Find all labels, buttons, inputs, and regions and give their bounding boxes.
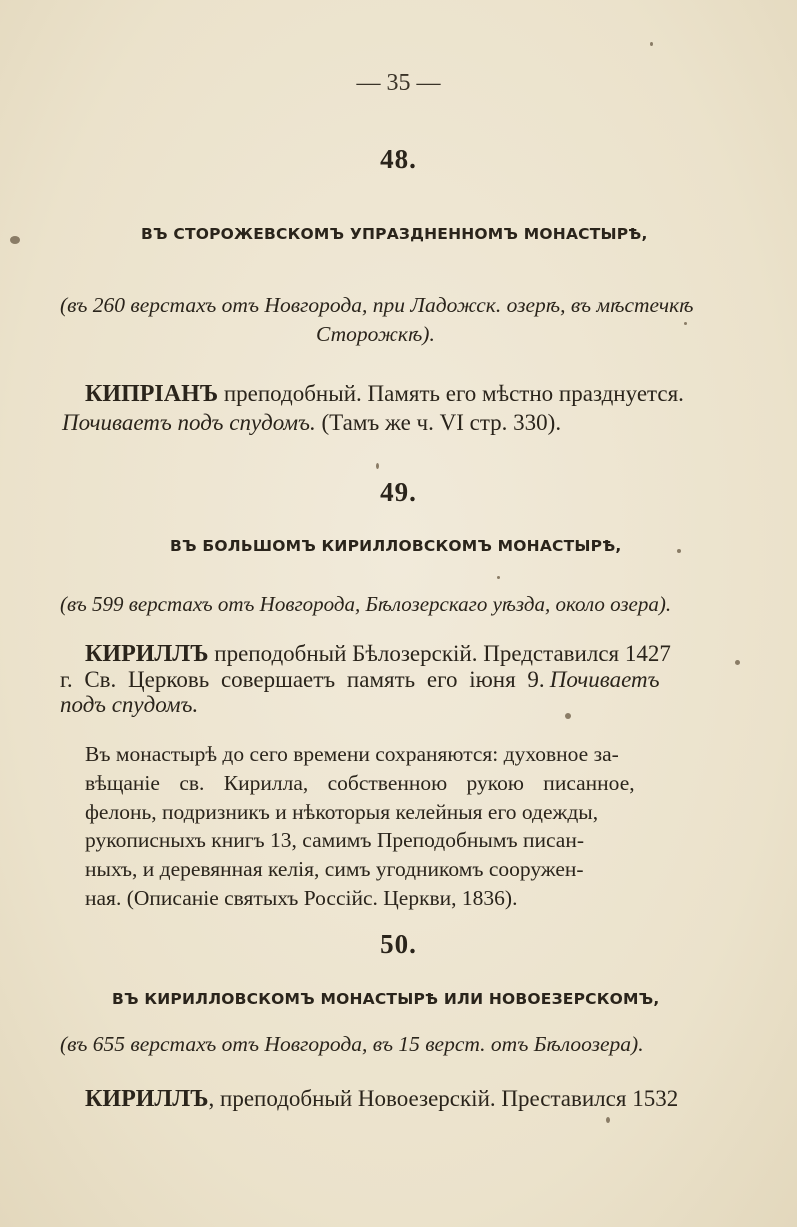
entry-number-50: 50. xyxy=(380,929,417,959)
entry-text: преподобный. Память его мѣстно празднуется. xyxy=(218,381,684,406)
saint-name: КИРИЛЛЪ xyxy=(85,641,209,667)
note-line-6: ная. (Описаніе святыхъ Россійс. Церкви, 1836). xyxy=(85,886,518,910)
entry-text-italic: Почиваетъ xyxy=(549,667,660,692)
paper-speck xyxy=(735,660,740,665)
saint-name: КИРИЛЛЪ xyxy=(85,1086,209,1112)
entry-text-50-line-1 xyxy=(85,1086,678,1113)
note-line-2: вѣщаніе св. Кирилла, собственною рукою писанное, xyxy=(85,771,635,795)
entry-heading-49: ВЪ БОЛЬШОМЪ КИРИЛЛОВСКОМЪ МОНАСТЫРѢ, xyxy=(170,537,622,555)
entry-heading-48: ВЪ СТОРОЖЕВСКОМЪ УПРАЗДНЕННОМЪ МОНАСТЫРѢ, xyxy=(141,225,648,243)
saint-name: КИПРІАНЪ xyxy=(85,381,219,407)
page-number: — 35 — xyxy=(356,70,441,96)
note-line-1: Въ монастырѣ до сего времени сохраняются: духовное за- xyxy=(85,742,619,766)
paper-speck xyxy=(497,576,500,579)
paper-speck xyxy=(565,713,571,719)
note-line-5: ныхъ, и деревянная келія, симъ угодникомъ сооружен- xyxy=(85,857,584,881)
entry-number-48: 48. xyxy=(380,144,417,174)
entry-text: , преподобный Новоезерскій. Преставился 1532 xyxy=(208,1086,679,1111)
entry-text-49-line-3: подъ спудомъ. xyxy=(60,692,199,717)
paper-speck xyxy=(376,463,379,469)
entry-text: г. Св. Церковь совершаетъ память его іюня 9. xyxy=(60,667,545,692)
entry-text-49-line-2 xyxy=(60,667,660,693)
entry-location-49: (въ 599 верстахъ отъ Новгорода, Бѣлозерскаго уѣзда, около озера). xyxy=(60,592,672,616)
entry-number-49: 49. xyxy=(380,477,417,507)
entry-text-48-line-2 xyxy=(62,410,561,436)
paper-speck xyxy=(650,42,653,46)
entry-location-48-line-2: Сторожкѣ). xyxy=(316,322,435,346)
paper-speck xyxy=(684,322,687,325)
paper-speck xyxy=(677,549,681,553)
entry-text: преподобный Бѣлозерскій. Представился 1427 xyxy=(208,641,671,666)
entry-text-48-line-1 xyxy=(85,381,684,408)
entry-heading-50: ВЪ КИРИЛЛОВСКОМЪ МОНАСТЫРѢ ИЛИ НОВОЕЗЕРСКОМЪ, xyxy=(112,990,660,1008)
paper-speck xyxy=(606,1117,610,1123)
note-line-3: фелонь, подризникъ и нѣкоторыя келейныя его одежды, xyxy=(85,800,599,824)
entry-text-49-line-1 xyxy=(85,641,671,668)
entry-location-50: (въ 655 верстахъ отъ Новгорода, въ 15 верст. отъ Бѣлоозера). xyxy=(60,1032,644,1056)
paper-speck xyxy=(10,236,20,244)
entry-text-italic: Почиваетъ подъ спудомъ. xyxy=(62,410,316,435)
note-line-4: рукописныхъ книгъ 13, самимъ Преподобнымъ писан- xyxy=(85,828,584,852)
entry-text: (Тамъ же ч. VI стр. 330). xyxy=(315,410,562,435)
entry-location-48-line-1: (въ 260 верстахъ отъ Новгорода, при Ладожск. озерѣ, въ мѣстечкѣ xyxy=(60,293,694,317)
